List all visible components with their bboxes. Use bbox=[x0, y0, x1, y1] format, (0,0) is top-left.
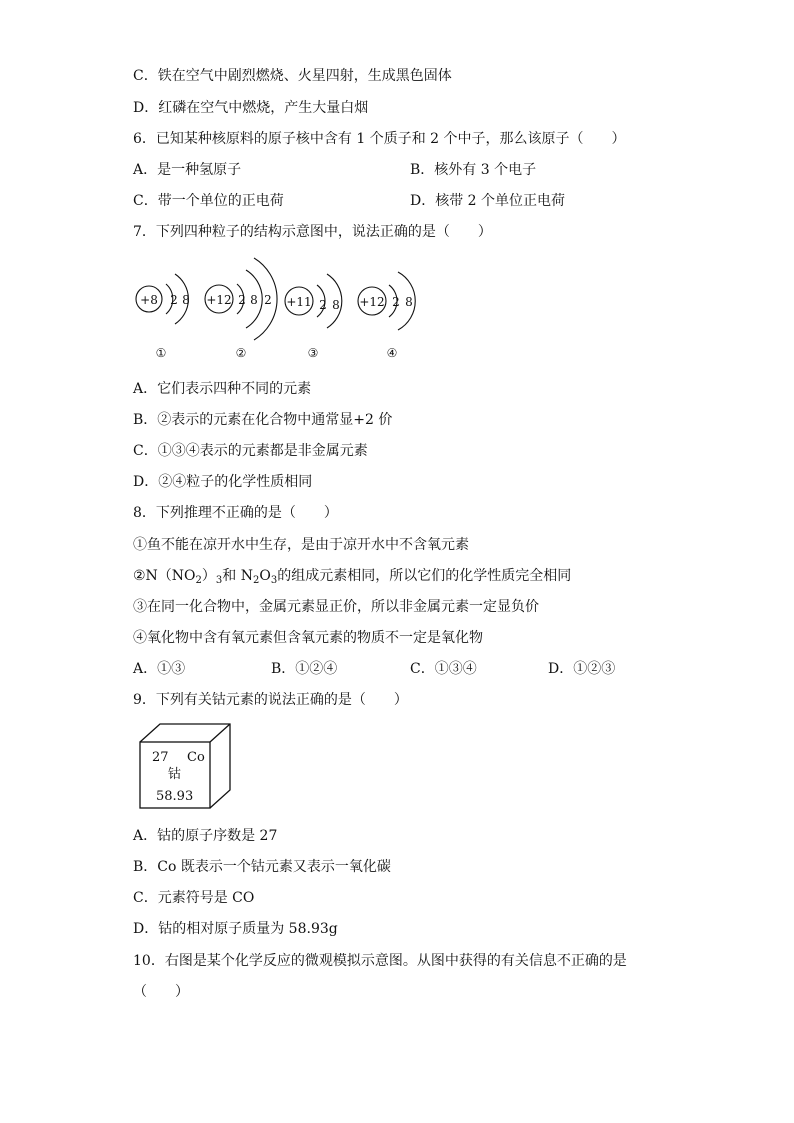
q8-option-d: D．①②③ bbox=[548, 661, 616, 677]
shell-count: 8 bbox=[332, 298, 340, 312]
q8-option-c: C．①③④ bbox=[410, 661, 477, 677]
shell-count: 2 bbox=[319, 298, 327, 312]
q7-option-c: C．①③④表示的元素都是非金属元素 bbox=[133, 443, 368, 459]
q10-stem: 10．右图是某个化学反应的微观模拟示意图。从图中获得的有关信息不正确的是 bbox=[133, 953, 627, 969]
q8-stem: 8．下列推理不正确的是（ ） bbox=[133, 505, 338, 521]
particle-label: ④ bbox=[386, 346, 398, 360]
q5-option-c: C．铁在空气中剧烈燃烧、火星四射，生成黑色固体 bbox=[133, 68, 452, 84]
shell-count: 8 bbox=[250, 293, 258, 307]
shell-count: 8 bbox=[405, 295, 413, 309]
formula-text: ） bbox=[201, 568, 216, 584]
q9-option-a: A．钴的原子序数是 27 bbox=[133, 828, 278, 844]
formula-subscript: 3 bbox=[270, 575, 278, 586]
q8-option-b: B．①②④ bbox=[271, 661, 338, 677]
q8-statement-4: ④氧化物中含有氧元素但含氧元素的物质不一定是氧化物 bbox=[133, 630, 483, 646]
element-card-cobalt bbox=[138, 722, 234, 812]
atom-structure-diagrams bbox=[130, 252, 430, 367]
formula-subscript: 2 bbox=[252, 575, 260, 586]
shell-count: 8 bbox=[182, 293, 190, 307]
q6-option-b: B．核外有 3 个电子 bbox=[410, 162, 537, 178]
q7-option-d: D．②④粒子的化学性质相同 bbox=[133, 474, 313, 490]
shell-count: 2 bbox=[238, 293, 246, 307]
q9-option-c: C．元素符号是 CO bbox=[133, 890, 255, 906]
q7-option-a: A．它们表示四种不同的元素 bbox=[133, 381, 312, 397]
card-edge bbox=[210, 724, 230, 742]
shell-count: 2 bbox=[170, 293, 178, 307]
q5-option-d: D．红磷在空气中燃烧，产生大量白烟 bbox=[133, 100, 369, 116]
formula-subscript: 3 bbox=[215, 575, 223, 586]
nucleus-charge: +12 bbox=[359, 295, 385, 309]
q9-option-d: D．钴的相对原子质量为 58.93g bbox=[133, 921, 338, 937]
shell-count: 2 bbox=[392, 295, 400, 309]
particle-label: ① bbox=[155, 346, 167, 360]
nucleus-charge: +11 bbox=[286, 295, 312, 309]
atomic-number: 27 bbox=[152, 750, 169, 765]
q9-stem: 9．下列有关钴元素的说法正确的是（ ） bbox=[133, 692, 408, 708]
formula-text: ②N（NO bbox=[133, 568, 196, 584]
q6-option-c: C．带一个单位的正电荷 bbox=[133, 193, 284, 209]
element-symbol: Co bbox=[187, 750, 205, 765]
element-name: 钴 bbox=[168, 767, 182, 782]
formula-subscript: 2 bbox=[195, 575, 202, 586]
q8-statement-2 bbox=[133, 566, 571, 591]
shell-count: 2 bbox=[264, 293, 272, 307]
nucleus-charge: +12 bbox=[206, 293, 232, 307]
formula-text: 的组成元素相同，所以它们的化学性质完全相同 bbox=[277, 568, 572, 584]
formula-text: 和 N bbox=[222, 568, 253, 584]
formula-text: O bbox=[259, 568, 271, 584]
atomic-mass: 58.93 bbox=[156, 789, 194, 804]
q8-option-a: A．①③ bbox=[133, 661, 186, 677]
q8-options-row bbox=[0, 659, 794, 681]
q6-option-d: D．核带 2 个单位正电荷 bbox=[410, 193, 566, 209]
nucleus-charge: +8 bbox=[140, 293, 158, 307]
q9-option-b: B．Co 既表示一个钴元素又表示一氧化碳 bbox=[133, 859, 391, 875]
particle-label: ③ bbox=[307, 346, 319, 360]
q8-statement-1: ①鱼不能在凉开水中生存，是由于凉开水中不含氧元素 bbox=[133, 537, 469, 553]
q8-statement-3: ③在同一化合物中，金属元素显正价，所以非金属元素一定显负价 bbox=[133, 599, 539, 615]
q7-stem: 7．下列四种粒子的结构示意图中，说法正确的是（ ） bbox=[133, 224, 492, 240]
q6-option-a: A．是一种氢原子 bbox=[133, 162, 242, 178]
q10-answer-paren: （ ） bbox=[133, 984, 189, 1000]
q6-stem: 6．已知某种核原料的原子核中含有 1 个质子和 2 个中子，那么该原子（ ） bbox=[133, 131, 626, 147]
particle-label: ② bbox=[235, 346, 247, 360]
q7-option-b: B．②表示的元素在化合物中通常显+2 价 bbox=[133, 412, 393, 428]
